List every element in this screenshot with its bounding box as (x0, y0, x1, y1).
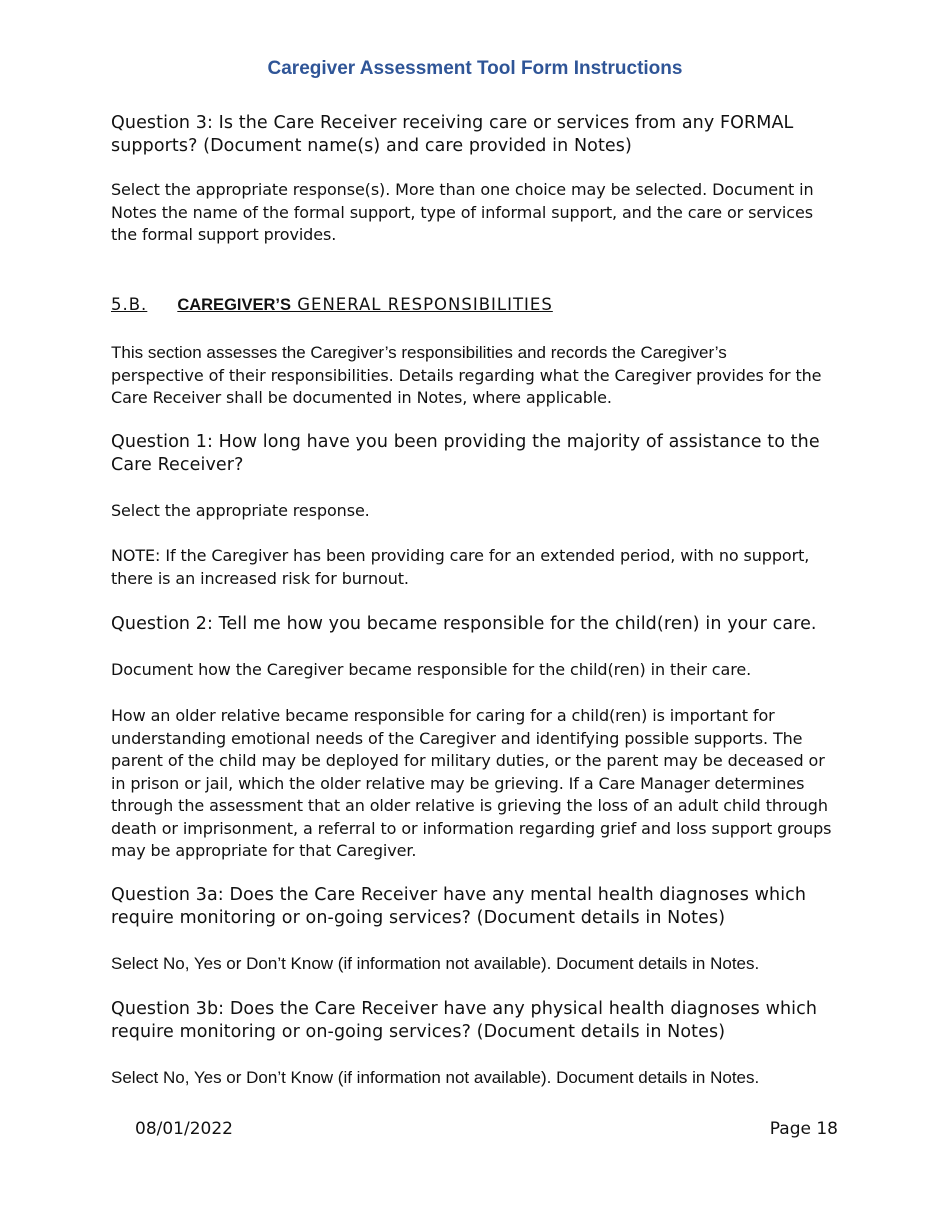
question-3a-instruction: Select No, Yes or Don’t Know (if information not available). Document details in Notes. (111, 954, 760, 973)
question-1-instruction: Select the appropriate response. (111, 501, 370, 520)
question-2: Question 2: Tell me how you became responsible for the child(ren) in your care. (111, 614, 817, 634)
section-intro-rest: perspective of their responsibilities. Details regarding what the Caregiver provides for the Care Receiver shall be documented in Notes, where applicable. (111, 365, 822, 407)
question-3b-instruction: Select No, Yes or Don’t Know (if information not available). Document details in Notes. (111, 1068, 760, 1087)
question-3-formal-supports: Question 3: Is the Care Receiver receiving care or services from any FORMAL supports? (Document name(s) and care provided in Notes) (111, 113, 794, 156)
question-3-instruction: Select the appropriate response(s). More than one choice may be selected. Document in Notes the name of the formal support, type of informal support, and the care or services the formal support provides. (111, 180, 814, 244)
footer-date: 08/01/2022 (135, 1119, 233, 1139)
question-1: Question 1: How long have you been providing the majority of assistance to the Care Receiver? (111, 432, 820, 475)
section-number: 5.B. (111, 295, 148, 314)
question-3b: Question 3b: Does the Care Receiver have any physical health diagnoses which require monitoring or on-going services? (Document details in Notes) (111, 999, 818, 1042)
page-header-title: Caregiver Assessment Tool Form Instructions (267, 58, 683, 79)
section-5b-intro (111, 342, 846, 410)
section-intro-line1: This section assesses the Caregiver’s responsibilities and records the Caregiver’s (111, 343, 727, 362)
section-title-rest: GENERAL RESPONSIBILITIES (291, 295, 553, 314)
question-1-note: NOTE: If the Caregiver has been providing care for an extended period, with no support, there is an increased risk for burnout. (111, 546, 810, 588)
footer-page-number: Page 18 (769, 1119, 838, 1139)
question-2-detail: How an older relative became responsible for caring for a child(ren) is important for understanding emotional needs of the Caregiver and identifying possible supports. The parent of the child may be deployed for military duties, or the parent may be deceased or in prison or jail, which the older relative may be grieving. If a Care Manager determines through the assessment that an older relative is grieving the loss of an adult child through death or imprisonment, a referral to or information regarding grief and loss support groups may be appropriate for that Caregiver. (111, 706, 832, 860)
section-5b-heading (111, 294, 553, 316)
section-title-bold: CAREGIVER’S (177, 296, 291, 314)
question-2-instruction: Document how the Caregiver became responsible for the child(ren) in their care. (111, 660, 752, 679)
question-3a: Question 3a: Does the Care Receiver have any mental health diagnoses which require monitoring or on-going services? (Document details in Notes) (111, 885, 807, 928)
